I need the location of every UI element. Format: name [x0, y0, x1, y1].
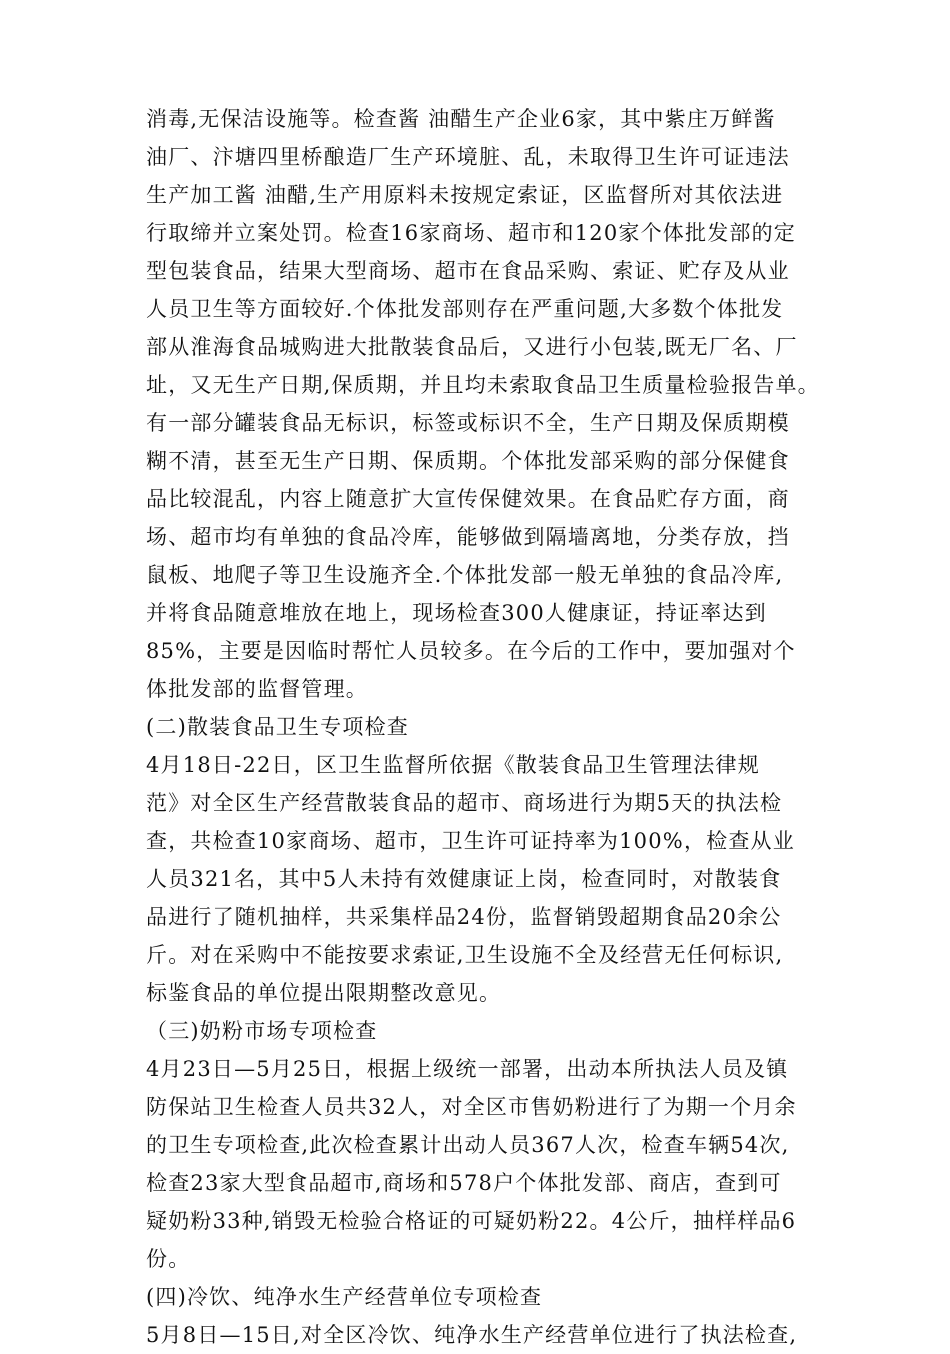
- text-line: 查，共检查10家商场、超市，卫生许可证持率为100%，检查从业: [146, 829, 795, 853]
- text-line: 消毒,无保洁设施等。检查酱 油醋生产企业6家，其中紫庄万鲜酱: [146, 107, 776, 131]
- text-line: 5月8日—15日,对全区冷饮、纯净水生产经营单位进行了执法检查,: [146, 1323, 798, 1347]
- text-line: 品进行了随机抽样，共采集样品24份，监督销毁超期食品20余公: [146, 905, 782, 929]
- text-line: 疑奶粉33种,销毁无检验合格证的可疑奶粉22。4公斤，抽样样品6: [146, 1209, 797, 1233]
- text-line: 糊不清，甚至无生产日期、保质期。个体批发部采购的部分保健食: [146, 449, 790, 473]
- text-line: 部从淮海食品城购进大批散装食品后，又进行小包装,既无厂名、厂: [146, 335, 798, 359]
- text-line: 4月18日-22日，区卫生监督所依据《散装食品卫生管理法律规: [146, 753, 760, 777]
- section-heading: (二)散装食品卫生专项检查: [146, 715, 409, 739]
- text-line: 范》对全区生产经营散装食品的超市、商场进行为期5天的执法检: [146, 791, 783, 815]
- text-line: 场、超市均有单独的食品冷库，能够做到隔墙离地，分类存放，挡: [146, 525, 790, 549]
- text-line: 防保站卫生检查人员共32人，对全区市售奶粉进行了为期一个月余: [146, 1095, 797, 1119]
- text-line: 型包装食品，结果大型商场、超市在食品采购、索证、贮存及从业: [146, 259, 790, 283]
- text-line: 并将食品随意堆放在地上，现场检查300人健康证，持证率达到: [146, 601, 767, 625]
- section-heading: （三)奶粉市场专项检查: [146, 1019, 378, 1043]
- text-line: 标鉴食品的单位提出限期整改意见。: [146, 981, 502, 1005]
- section-heading: (四)冷饮、纯净水生产经营单位专项检查: [146, 1285, 543, 1309]
- text-line: 体批发部的监督管理。: [146, 677, 368, 701]
- text-line: 人员321名，其中5人未持有效健康证上岗，检查同时，对散装食: [146, 867, 782, 891]
- text-line: 85%，主要是因临时帮忙人员较多。在今后的工作中，要加强对个: [146, 639, 796, 663]
- text-line: 检查23家大型食品超市,商场和578户个体批发部、商店，查到可: [146, 1171, 782, 1195]
- text-line: 人员卫生等方面较好.个体批发部则存在严重问题,大多数个体批发: [146, 297, 784, 321]
- text-line: 油厂、汴塘四里桥酿造厂生产环境脏、乱，未取得卫生许可证违法: [146, 145, 790, 169]
- text-line: 行取缔并立案处罚。检查16家商场、超市和120家个体批发部的定: [146, 221, 797, 245]
- text-line: 的卫生专项检查,此次检查累计出动人员367人次，检查车辆54次,: [146, 1133, 790, 1157]
- text-line: 品比较混乱，内容上随意扩大宣传保健效果。在食品贮存方面，商: [146, 487, 790, 511]
- text-line: 址，又无生产日期,保质期，并且均未索取食品卫生质量检验报告单。: [146, 373, 820, 397]
- text-line: 鼠板、地爬子等卫生设施齐全.个体批发部一般无单独的食品冷库,: [146, 563, 784, 587]
- text-line: 4月23日—5月25日，根据上级统一部署，出动本所执法人员及镇: [146, 1057, 789, 1081]
- text-line: 份。: [146, 1247, 191, 1271]
- text-line: 生产加工酱 油醋,生产用原料未按规定索证，区监督所对其依法进: [146, 183, 784, 207]
- text-line: 斤。对在采购中不能按要求索证,卫生设施不全及经营无任何标识,: [146, 943, 784, 967]
- text-line: 有一部分罐装食品无标识，标签或标识不全，生产日期及保质期模: [146, 411, 790, 435]
- document-body: [146, 100, 826, 1354]
